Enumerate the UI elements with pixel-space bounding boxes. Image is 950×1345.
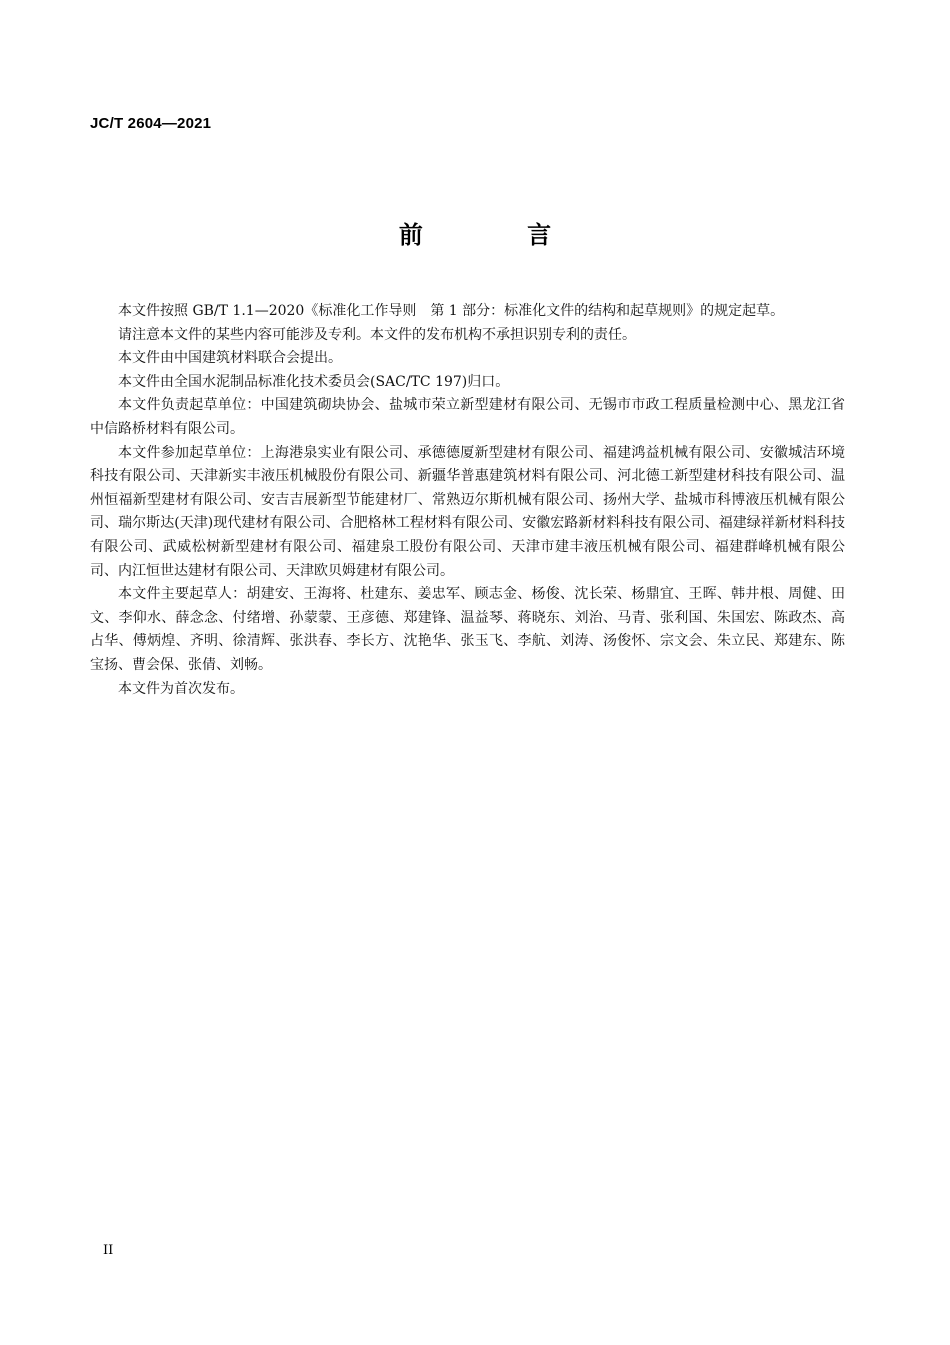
paragraph-lead-drafters: 本文件负责起草单位：中国建筑砌块协会、盐城市荣立新型建材有限公司、无锡市市政工程质量检测中心、黑龙江省中信路桥材料有限公司。 — [90, 397, 845, 437]
paragraph-patent-notice: 请注意本文件的某些内容可能涉及专利。本文件的发布机构不承担识别专利的责任。 — [118, 326, 636, 343]
foreword-body — [90, 300, 845, 701]
paragraph-main-drafters: 本文件主要起草人：胡建安、王海将、杜建东、姜忠军、顾志金、杨俊、沈长荣、杨鼎宜、王晖、韩井根、周健、田文、李仰水、薛念念、付绪增、孙蒙蒙、王彦德、郑建锋、温益琴、蒋晓东、刘治、马青、张利国、朱国宏、陈政杰、高占华、傅炳煌、齐明、徐清辉、张洪春、李长方、沈艳华、张玉飞、李航、刘涛、汤俊怀、宗文会、朱立民、郑建东、陈宝扬、曹会保、张倩、刘畅。 — [90, 586, 845, 673]
paragraph-drafting-rules: 本文件按照 GB/T 1.1—2020《标准化工作导则 第 1 部分：标准化文件的结构和起草规则》的规定起草。 — [118, 303, 785, 319]
page-title: 前 言 — [398, 221, 600, 249]
paragraph-first-release: 本文件为首次发布。 — [118, 680, 244, 697]
standard-code: JC/T 2604—2021 — [90, 115, 212, 132]
paragraph-proposer: 本文件由中国建筑材料联合会提出。 — [118, 350, 342, 367]
paragraph-committee: 本文件由全国水泥制品标准化技术委员会(SAC/TC 197)归口。 — [118, 373, 510, 390]
paragraph-participating-drafters: 本文件参加起草单位：上海港泉实业有限公司、承德德厦新型建材有限公司、福建鸿益机械有限公司、安徽城洁环境科技有限公司、天津新实丰液压机械股份有限公司、新疆华普惠建筑材料有限公司、河北德工新型建材科技有限公司、温州恒福新型建材有限公司、安吉吉展新型节能建材厂、常熟迈尔斯机械有限公司、扬州大学、盐城市科博液压机械有限公司、瑞尔斯达(天津)现代建材有限公司、合肥格林工程材料有限公司、安徽宏路新材料科技有限公司、福建绿祥新材料科技有限公司、武威松树新型建材有限公司、福建泉工股份有限公司、天津市建丰液压机械有限公司、福建群峰机械有限公司、内江恒世达建材有限公司、天津欧贝姆建材有限公司。 — [90, 444, 845, 579]
page-number: II — [103, 1243, 114, 1258]
